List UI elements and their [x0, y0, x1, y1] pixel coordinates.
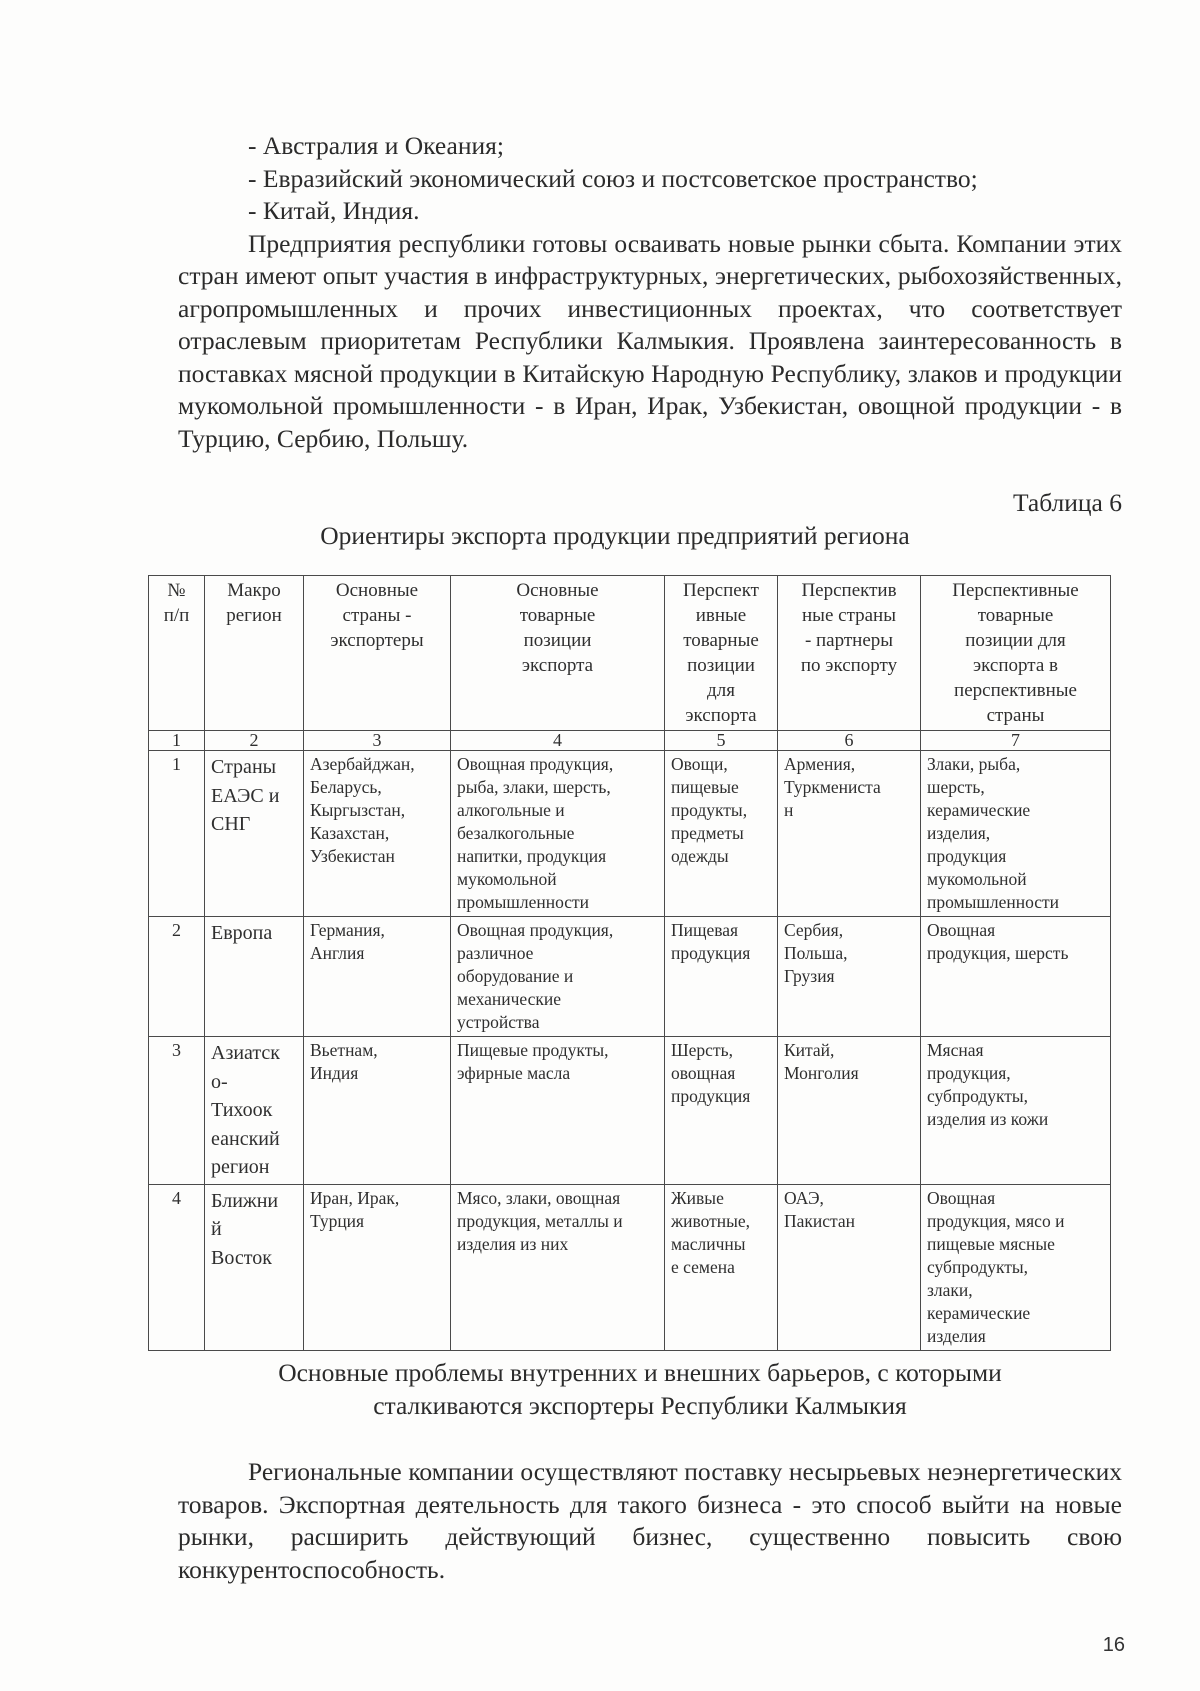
table-cell: Страны ЕАЭС и СНГ — [205, 751, 304, 917]
table-cell: Овощная продукция, различное оборудование и механические устройства — [451, 917, 665, 1037]
table-cell: Ближни й Восток — [205, 1184, 304, 1350]
table-row — [149, 1037, 1111, 1185]
paragraph-regional-companies: Региональные компании осуществляют поставку несырьевых неэнергетических товаров. Экспортная деятельность для такого бизнеса - это способ выйти на новые рынки, расширить действующий бизнес, существенно повысить свою конкурентоспособность. — [178, 1457, 1122, 1584]
table-cell: 2 — [149, 917, 205, 1037]
table-cell: Европа — [205, 917, 304, 1037]
table-cell: ОАЭ, Пакистан — [778, 1184, 921, 1350]
column-header: № п/п — [149, 576, 205, 731]
paragraph-export-markets: Предприятия республики готовы осваивать новые рынки сбыта. Компании этих стран имеют опыт участия в инфраструктурных, энергетических, рыбохозяйственных, агропромышленных и прочих инвестиционных проектах, что соответствует отраслевым приоритетам Республики Калмыкия. Проявлена заинтересованность в поставках мясной продукции в Китайскую Народную Республику, злаков и продукции мукомольной промышленности - в Иран, Ирак, Узбекистан, овощной продукции - в Турцию, Сербию, Польшу. — [178, 228, 1122, 453]
table-cell: Вьетнам, Индия — [304, 1037, 451, 1185]
list-item: - Китай, Индия. — [248, 196, 420, 225]
column-number: 7 — [921, 731, 1111, 751]
column-header: Основные страны - экспортеры — [304, 576, 451, 731]
table-row — [149, 1184, 1111, 1350]
export-table — [148, 575, 1111, 1351]
table-row — [149, 917, 1111, 1037]
column-number: 5 — [665, 731, 778, 751]
table-cell: Азербайджан, Беларусь, Кыргызстан, Казахстан, Узбекистан — [304, 751, 451, 917]
table-cell: Овощи, пищевые продукты, предметы одежды — [665, 751, 778, 917]
intro-list — [178, 130, 1122, 455]
table-cell: Китай, Монголия — [778, 1037, 921, 1185]
table-header-row — [149, 576, 1111, 731]
table-label: Таблица 6 — [1012, 488, 1122, 517]
table-cell: Иран, Ирак, Турция — [304, 1184, 451, 1350]
column-number: 2 — [205, 731, 304, 751]
column-header: Перспектив ные страны - партнеры по экспорту — [778, 576, 921, 731]
table-cell: Живые животные, масличны е семена — [665, 1184, 778, 1350]
column-number: 4 — [451, 731, 665, 751]
column-number-row — [149, 731, 1111, 751]
table-cell: Азиатск о- Тихоок еанский регион — [205, 1037, 304, 1185]
closing-text — [178, 1456, 1122, 1586]
table-cell: Мясо, злаки, овощная продукция, металлы и изделия из них — [451, 1184, 665, 1350]
column-header: Перспект ивные товарные позиции для экспорта — [665, 576, 778, 731]
table-cell: Овощная продукция, мясо и пищевые мясные субпродукты, злаки, керамические изделия — [921, 1184, 1111, 1350]
table-row — [149, 751, 1111, 917]
table-cell: Шерсть, овощная продукция — [665, 1037, 778, 1185]
table-cell: 3 — [149, 1037, 205, 1185]
column-header: Основные товарные позиции экспорта — [451, 576, 665, 731]
table-cell: Злаки, рыба, шерсть, керамические изделия, продукция мукомольной промышленности — [921, 751, 1111, 917]
table-cell: Армения, Туркмениста н — [778, 751, 921, 917]
table-cell: Овощная продукция, рыба, злаки, шерсть, алкогольные и безалкогольные напитки, продукция мукомольной промышленности — [451, 751, 665, 917]
column-number: 1 — [149, 731, 205, 751]
page-number: 16 — [1102, 1634, 1125, 1656]
section-title: Основные проблемы внутренних и внешних барьеров, с которыми сталкиваются экспортеры Республики Калмыкия — [278, 1358, 1002, 1420]
column-header: Макро регион — [205, 576, 304, 731]
table-cell: Пищевые продукты, эфирные масла — [451, 1037, 665, 1185]
table-cell: Овощная продукция, шерсть — [921, 917, 1111, 1037]
table-cell: Сербия, Польша, Грузия — [778, 917, 921, 1037]
table-cell: Мясная продукция, субпродукты, изделия из кожи — [921, 1037, 1111, 1185]
column-number: 6 — [778, 731, 921, 751]
list-item: - Австралия и Океания; — [248, 131, 504, 160]
column-number: 3 — [304, 731, 451, 751]
table-cell: 4 — [149, 1184, 205, 1350]
table-cell: 1 — [149, 751, 205, 917]
table-cell: Германия, Англия — [304, 917, 451, 1037]
table-cell: Пищевая продукция — [665, 917, 778, 1037]
table-title: Ориентиры экспорта продукции предприятий региона — [320, 521, 910, 550]
column-header: Перспективные товарные позиции для экспорта в перспективные страны — [921, 576, 1111, 731]
list-item: - Евразийский экономический союз и постсоветское пространство; — [248, 163, 978, 193]
